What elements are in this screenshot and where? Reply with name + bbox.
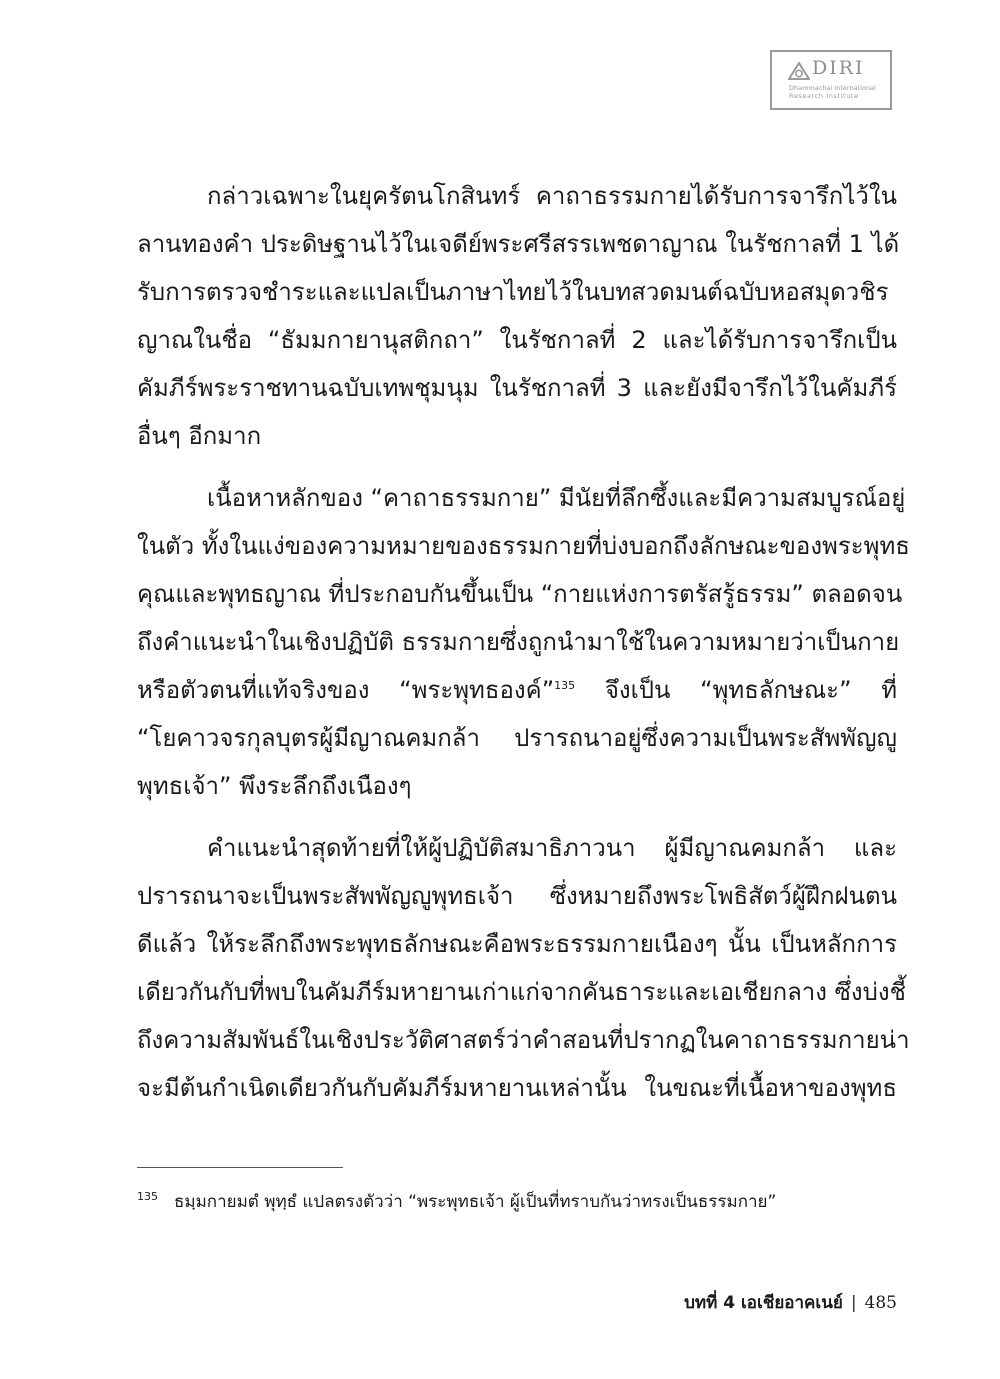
page-number: 485: [864, 1293, 897, 1313]
text-line: ในตัว ทั้งในแง่ของความหมายของธรรมกายที่บ่งบอกถึงลักษณะของพระพุทธ: [137, 532, 910, 560]
logo-subtitle-line-2: Research Institute: [789, 92, 859, 100]
text-segment: หรือตัวตนที่แท้จริงของ “พระพุทธองค์”: [137, 676, 555, 704]
text-line: จะมีต้นกำเนิดเดียวกันกับคัมภีร์มหายานเหล่านั้น ในขณะที่เนื้อหาของพุทธ: [137, 1074, 897, 1102]
footnote: [137, 1180, 776, 1219]
dhammachai-triangle-icon: [788, 62, 810, 80]
text-line: คำแนะนำสุดท้ายที่ให้ผู้ปฏิบัติสมาธิภาวนา ผู้มีญาณคมกล้า และ: [207, 834, 897, 862]
text-line-with-footnote-ref: [137, 666, 897, 714]
text-line: ถึงความสัมพันธ์ในเชิงประวัติศาสตร์ว่าคำสอนที่ปรากฏในคาถาธรรมกายน่า: [137, 1026, 910, 1054]
text-line: คุณและพุทธญาณ ที่ประกอบกันขึ้นเป็น “กายแห่งการตรัสรู้ธรรม” ตลอดจน: [137, 580, 903, 608]
text-line: ลานทองคำ ประดิษฐานไว้ในเจดีย์พระศรีสรรเพชดาญาณ ในรัชกาลที่ 1 ได้: [137, 230, 900, 258]
text-line: เนื้อหาหลักของ “คาถาธรรมกาย” มีนัยที่ลึกซึ้งและมีความสมบูรณ์อยู่: [207, 484, 906, 512]
footnote-divider: [137, 1167, 343, 1168]
paragraph-1: [137, 172, 900, 460]
text-line: “โยคาวจรกุลบุตรผู้มีญาณคมกล้า ปรารถนาอยู่ซึ่งความเป็นพระสัพพัญญู: [137, 724, 897, 752]
chapter-title: บทที่ 4 เอเชียอาคเนย์: [684, 1293, 843, 1313]
logo-subtitle-line-1: Dhammachai International: [789, 84, 876, 92]
text-line: อื่นๆ อีกมาก: [137, 422, 262, 450]
text-segment: จึงเป็น “พุทธลักษณะ” ที่: [575, 676, 898, 704]
footnote-text: ธมฺมกายมตํ พุทฺธํ แปลตรงตัวว่า “พระพุทธเจ้า ผู้เป็นที่ทราบกันว่าทรงเป็นธรรมกาย”: [174, 1192, 777, 1212]
text-line: กล่าวเฉพาะในยุครัตนโกสินทร์ คาถาธรรมกายได้รับการจารึกไว้ใน: [207, 182, 897, 210]
running-footer: [684, 1288, 897, 1318]
text-line: เดียวกันกับที่พบในคัมภีร์มหายานเก่าแก่จากคันธาระและเอเชียกลาง ซึ่งบ่งชี้: [137, 978, 906, 1006]
text-line: ญาณในชื่อ “ธัมมกายานุสติกถา” ในรัชกาลที่ 2 และได้รับการจารึกเป็น: [137, 326, 897, 354]
logo-wordmark: DIRI: [812, 57, 865, 79]
paragraph-3: [137, 824, 910, 1112]
diri-logo: [770, 50, 892, 110]
footnote-reference[interactable]: 135: [554, 679, 576, 692]
paragraph-2: [137, 474, 910, 810]
body-text: [137, 172, 910, 1112]
text-line: พุทธเจ้า” พึงระลึกถึงเนืองๆ: [137, 772, 412, 800]
footnote-number: 135: [137, 1190, 158, 1203]
text-line: คัมภีร์พระราชทานฉบับเทพชุมนุม ในรัชกาลที่ 3 และยังมีจารึกไว้ในคัมภีร์: [137, 374, 897, 402]
text-line: ถึงคำแนะนำในเชิงปฏิบัติ ธรรมกายซึ่งถูกนำมาใช้ในความหมายว่าเป็นกาย: [137, 628, 900, 656]
text-line: ปรารถนาจะเป็นพระสัพพัญญูพุทธเจ้า ซึ่งหมายถึงพระโพธิสัตว์ผู้ฝึกฝนตน: [137, 882, 897, 910]
text-line: ดีแล้ว ให้ระลึกถึงพระพุทธลักษณะคือพระธรรมกายเนืองๆ นั้น เป็นหลักการ: [137, 930, 897, 958]
footer-separator: |: [850, 1293, 857, 1313]
text-line: รับการตรวจชำระและแปลเป็นภาษาไทยไว้ในบทสวดมนต์ฉบับหอสมุดวชิร: [137, 278, 889, 306]
